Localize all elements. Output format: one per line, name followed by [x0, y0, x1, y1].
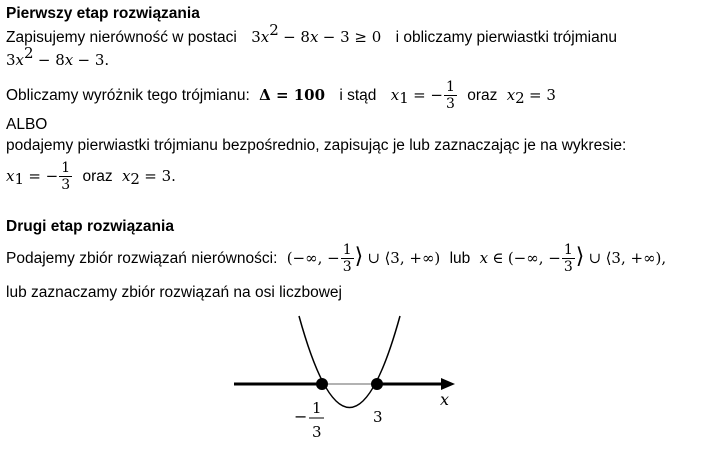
ineq-exp: 2: [269, 21, 279, 39]
x2-var: x: [506, 86, 516, 104]
axis-arrow: [441, 378, 455, 390]
interval2-2: ⟨3, +∞),: [605, 249, 667, 267]
tri-exp: 2: [24, 44, 34, 62]
bracket-right-2: ⟩: [575, 244, 585, 269]
interval-open-1: (−∞, −: [286, 249, 340, 267]
x1-frac-den-2: 3: [61, 177, 71, 194]
root-right-label: 3: [373, 408, 383, 426]
x1-frac-den: 3: [445, 96, 455, 113]
oraz-text-2: oraz: [82, 168, 113, 185]
albo-text: ALBO: [6, 116, 48, 133]
axis-text: lub zaznaczamy zbiór rozwiązań na osi liczbowej: [6, 284, 342, 301]
delta-expr: Δ = 100: [259, 86, 326, 104]
root-left-num: 1: [312, 399, 322, 417]
ineq-coef: 3: [251, 28, 261, 46]
union-2: ∪: [588, 249, 602, 267]
ineq-rest: − 8: [283, 28, 310, 46]
x1-eq: = −: [413, 86, 443, 104]
bracket-right-1: ⟩: [354, 244, 364, 269]
stage1-heading: Pierwszy etap rozwiązania: [6, 5, 200, 22]
x1-sub: 1: [399, 89, 409, 107]
intro-text: Zapisujemy nierówność w postaci: [6, 29, 237, 46]
union-1: ∪: [367, 249, 381, 267]
interval-frac-den-2: 3: [563, 259, 573, 276]
tri-var2: x: [64, 51, 74, 69]
ineq-tail: − 3 ≥ 0: [322, 28, 382, 46]
interval2-1: ⟨3, +∞): [384, 249, 441, 267]
x2-val-2: = 3.: [144, 167, 176, 185]
delta-text: Obliczamy wyróżnik tego trójmianu:: [6, 87, 250, 104]
x1-var-2: x: [6, 167, 15, 185]
x2-val: = 3: [529, 86, 556, 104]
in-symbol: ∈: [492, 249, 504, 267]
oraz-text: oraz: [467, 87, 498, 104]
x-var: x: [479, 249, 489, 267]
direct-text: podajemy pierwiastki trójmianu bezpośrednio, zapisując je lub zaznaczając je na wykresie:: [6, 137, 627, 154]
x1-sub-2: 1: [14, 170, 25, 188]
interval-open-2: (−∞, −: [507, 249, 561, 267]
hence-text: i stąd: [339, 87, 377, 104]
parabola: [299, 316, 400, 408]
root-point-left: [316, 378, 328, 390]
root-left-den: 3: [312, 423, 322, 441]
x1-eq-2: = −: [28, 167, 59, 185]
tri-var: x: [15, 51, 25, 69]
x1-var: x: [390, 86, 400, 104]
x2-var-2: x: [121, 167, 131, 185]
interval-frac-num-1: 1: [342, 242, 352, 259]
x2-sub: 2: [515, 89, 525, 107]
axis-label-x: x: [440, 390, 450, 409]
interval-frac-den-1: 3: [342, 259, 352, 276]
ineq-var: x: [260, 28, 270, 46]
tri-rest: − 8: [37, 51, 65, 69]
interval-frac-num-2: 1: [563, 242, 573, 259]
answer-text: Podajemy zbiór rozwiązań nierówności:: [6, 250, 278, 267]
lub-text: lub: [449, 250, 471, 267]
x2-sub-2: 2: [130, 170, 140, 188]
root-left-sign: −: [294, 407, 308, 426]
root-point-right: [371, 378, 383, 390]
ineq-var2: x: [309, 28, 319, 46]
tri-tail: − 3.: [77, 51, 110, 69]
x1-frac-num-2: 1: [61, 160, 71, 177]
tri-coef: 3: [6, 51, 16, 69]
after-ineq: i obliczamy pierwiastki trójmianu: [395, 29, 617, 46]
stage2-heading: Drugi etap rozwiązania: [6, 218, 174, 235]
x1-frac-num: 1: [445, 79, 455, 96]
